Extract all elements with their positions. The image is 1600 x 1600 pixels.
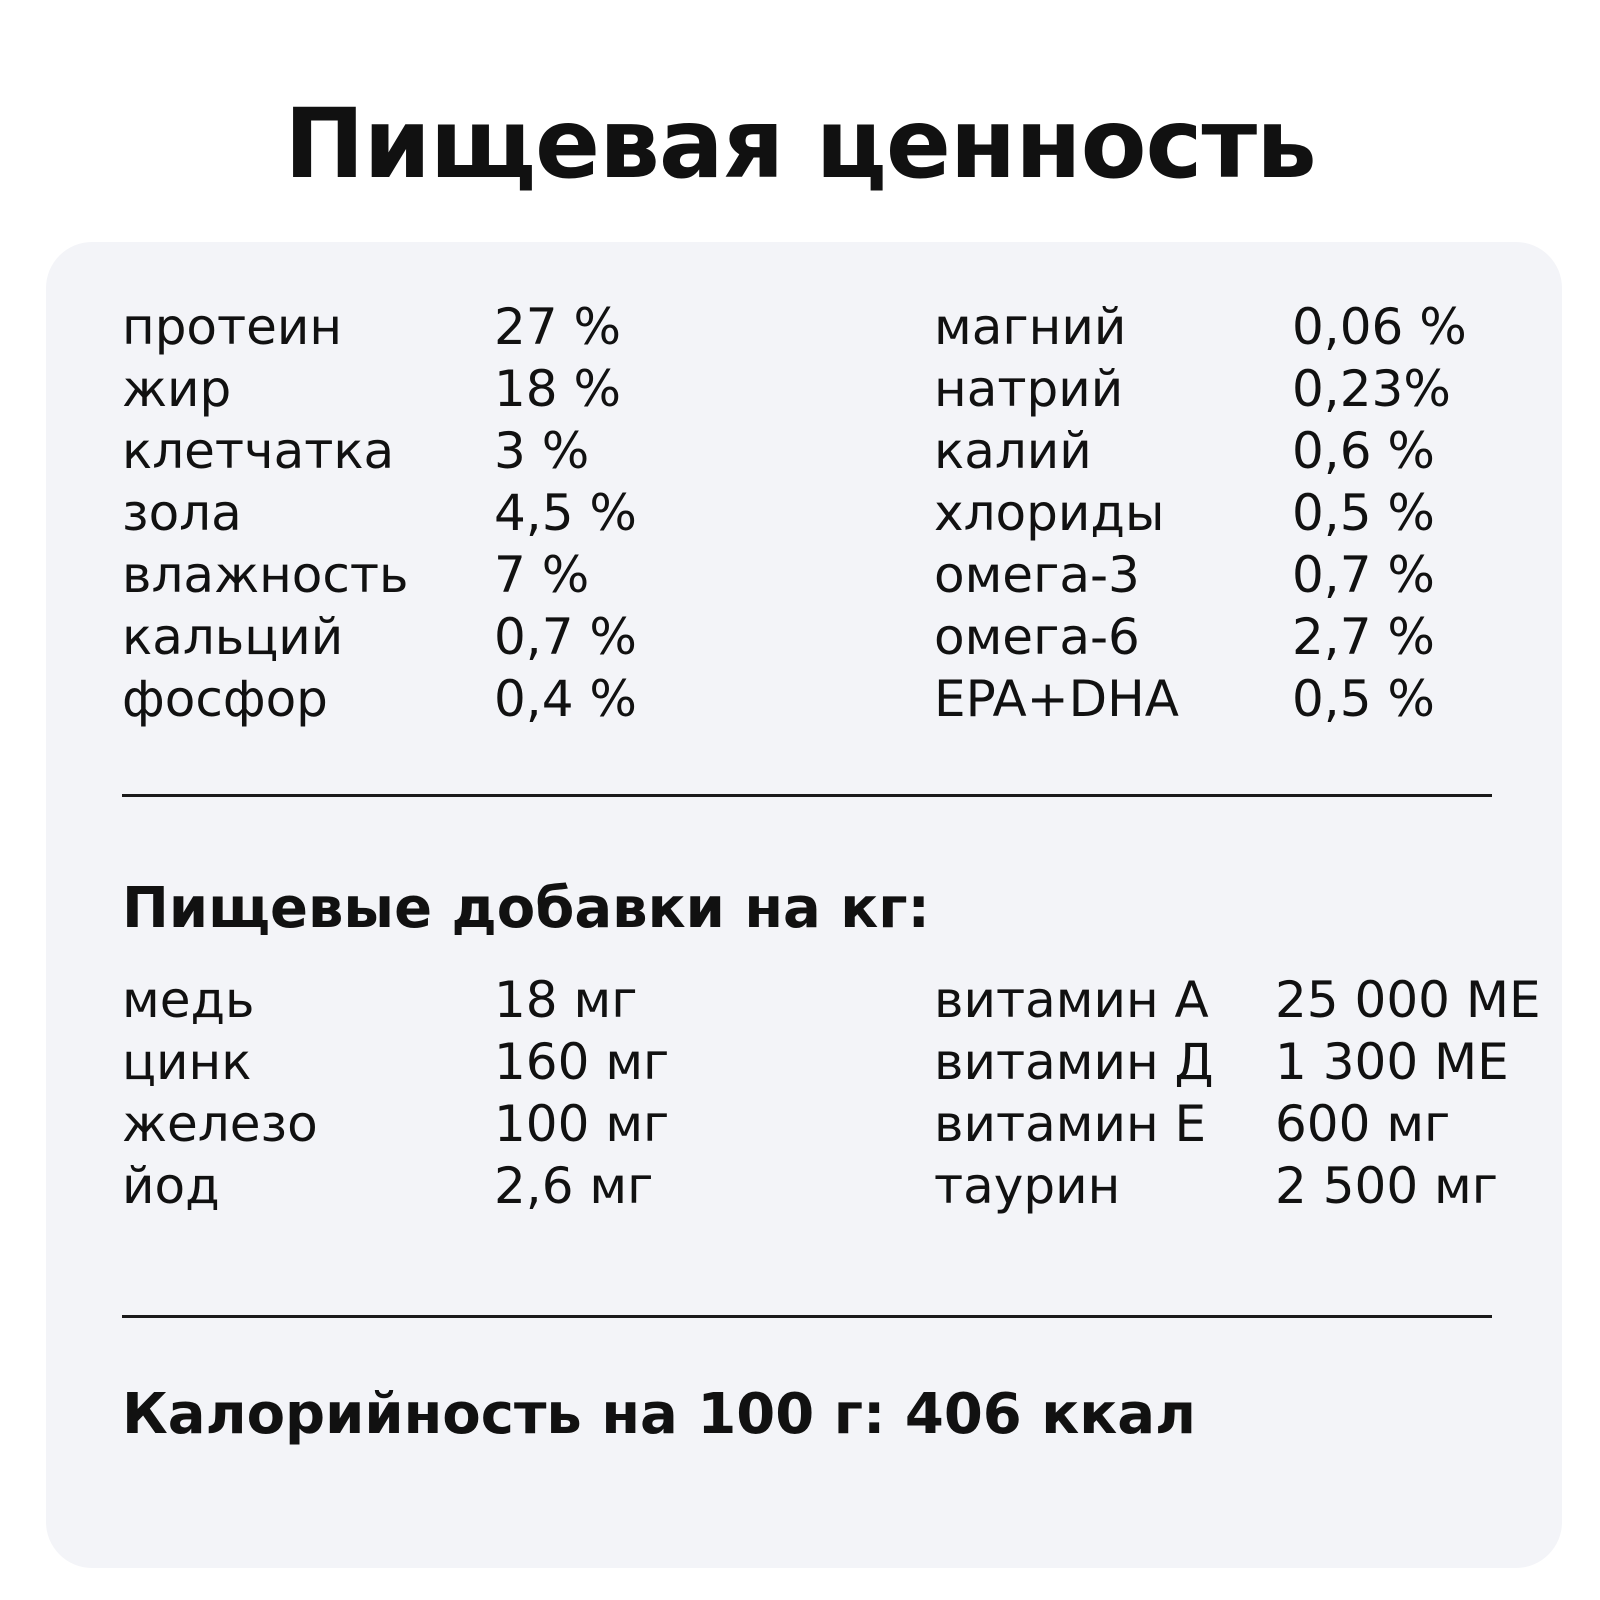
- nutrient-name: натрий: [934, 360, 1124, 418]
- nutrient-name: EPA+DHA: [934, 670, 1179, 728]
- additive-value: 2,6 мг: [494, 1157, 654, 1215]
- nutrient-name: клетчатка: [122, 422, 395, 480]
- nutrient-name: жир: [122, 360, 232, 418]
- nutrient-name: протеин: [122, 298, 343, 356]
- nutrient-value: 3 %: [494, 422, 590, 480]
- nutrient-value: 0,5 %: [1292, 484, 1435, 542]
- additive-name: таурин: [934, 1157, 1121, 1215]
- nutrient-value: 0,06 %: [1292, 298, 1467, 356]
- additives-table: [122, 969, 1541, 1217]
- nutrient-value: 0,7 %: [1292, 546, 1435, 604]
- additive-value: 100 мг: [494, 1095, 670, 1153]
- additive-name: витамин Д: [934, 1033, 1214, 1091]
- composition-row: [122, 606, 1522, 668]
- section-divider: [122, 794, 1492, 797]
- nutrient-name: калий: [934, 422, 1092, 480]
- nutrient-name: фосфор: [122, 670, 328, 728]
- nutrient-value: 0,4 %: [494, 670, 637, 728]
- composition-row: [122, 544, 1522, 606]
- nutrient-value: 7 %: [494, 546, 590, 604]
- additive-row: [122, 969, 1541, 1031]
- additive-name: медь: [122, 971, 255, 1029]
- additive-value: 18 мг: [494, 971, 638, 1029]
- additive-row: [122, 1031, 1522, 1093]
- composition-table: [122, 296, 1522, 730]
- nutrient-value: 0,5 %: [1292, 670, 1435, 728]
- nutrient-name: омега-3: [934, 546, 1140, 604]
- nutrient-value: 0,23%: [1292, 360, 1451, 418]
- nutrient-name: магний: [934, 298, 1127, 356]
- nutrient-value: 0,7 %: [494, 608, 637, 666]
- additive-value: 2 500 мг: [1275, 1157, 1499, 1215]
- additive-value: 600 мг: [1275, 1095, 1451, 1153]
- additives-title: Пищевые добавки на кг:: [122, 876, 930, 941]
- nutrient-name: зола: [122, 484, 242, 542]
- nutrient-value: 0,6 %: [1292, 422, 1435, 480]
- nutrient-name: кальций: [122, 608, 344, 666]
- additive-row: [122, 1093, 1522, 1155]
- nutrient-name: влажность: [122, 546, 409, 604]
- nutrient-value: 2,7 %: [1292, 608, 1435, 666]
- nutrient-name: хлориды: [934, 484, 1165, 542]
- page-title: Пищевая ценность: [284, 88, 1316, 200]
- nutrient-value: 18 %: [494, 360, 622, 418]
- additive-name: витамин Е: [934, 1095, 1207, 1153]
- additive-value: 1 300 МЕ: [1275, 1033, 1509, 1091]
- additive-value: 25 000 МЕ: [1275, 971, 1541, 1029]
- additive-name: витамин А: [934, 971, 1209, 1029]
- composition-row: [122, 482, 1522, 544]
- nutrient-value: 4,5 %: [494, 484, 637, 542]
- composition-row: [122, 296, 1522, 358]
- nutrient-value: 27 %: [494, 298, 622, 356]
- composition-row: [122, 358, 1522, 420]
- calories-text: Калорийность на 100 г: 406 ккал: [122, 1382, 1197, 1447]
- additive-row: [122, 1155, 1522, 1217]
- additive-name: йод: [122, 1157, 220, 1215]
- composition-row: [122, 420, 1522, 482]
- composition-row: [122, 668, 1522, 730]
- additive-name: цинк: [122, 1033, 252, 1091]
- nutrition-card: [46, 242, 1562, 1568]
- additive-name: железо: [122, 1095, 318, 1153]
- additive-value: 160 мг: [494, 1033, 670, 1091]
- nutrient-name: омега-6: [934, 608, 1140, 666]
- section-divider: [122, 1315, 1492, 1318]
